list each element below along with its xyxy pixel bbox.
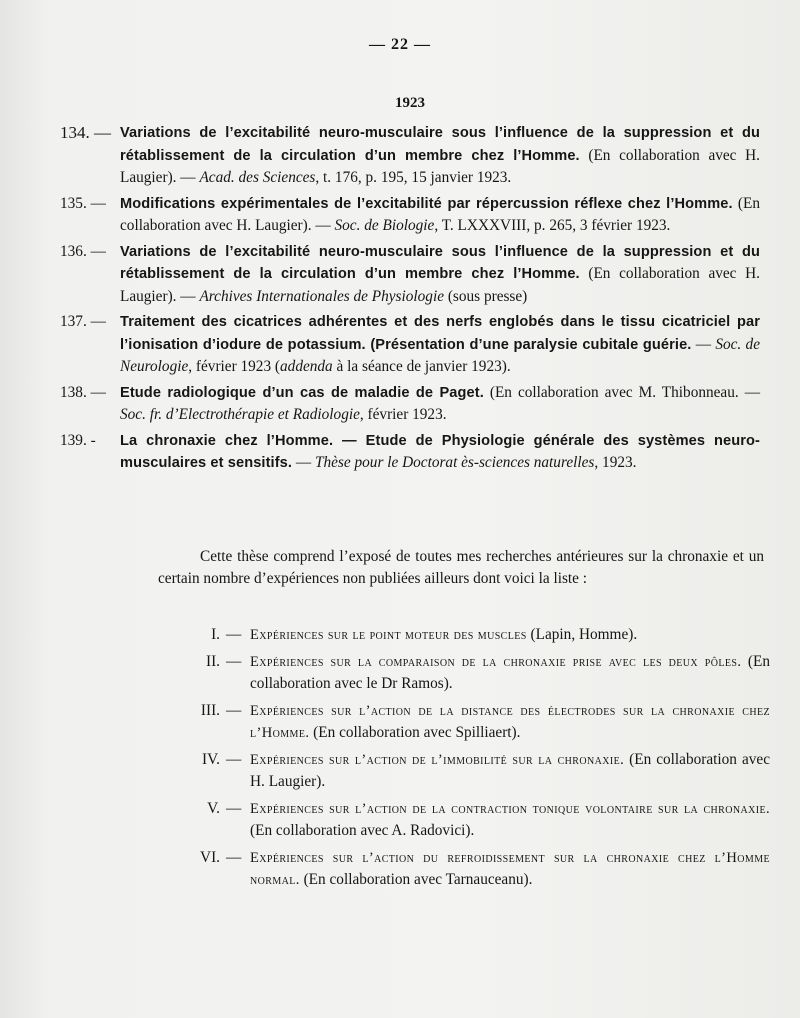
entry-title: Traitement des cicatrices adhérentes et des nerfs englobés dans le tissu cicatriciel par l’ionisation d’iodure de potassium. (Présentation d’une paralysie cubitale guérie.	[120, 314, 760, 353]
entry-venue: Soc. de Neurologie	[120, 335, 760, 375]
publication-entry	[60, 193, 760, 237]
publication-entry	[60, 311, 760, 378]
experiment-title: Expériences sur l’action de la distance des électrodes sur la chronaxie chez l’Homme.	[250, 703, 770, 741]
entry-details: (En collaboration avec H. Laugier). —	[120, 265, 760, 305]
entry-number: 135. —	[60, 194, 106, 212]
entry-title: Etude radiologique d’un cas de maladie de Paget.	[120, 384, 484, 401]
page-number: — 22 —	[369, 36, 431, 53]
experiment-title: Expériences sur le point moteur des muscles	[250, 627, 527, 643]
dash: —	[226, 849, 242, 866]
entry-venue: Archives Internationales de Physiologie	[199, 287, 444, 305]
dash: —	[226, 751, 242, 768]
entry-venue: Thèse pour le Doctorat ès-sciences naturelles	[314, 454, 595, 471]
roman-numeral: V.	[207, 800, 220, 817]
publication-entry	[60, 430, 760, 475]
publication-entry	[60, 382, 760, 426]
entry-details: (En collaboration avec H. Laugier). —	[120, 194, 760, 234]
dash: —	[226, 653, 242, 670]
entry-tail: (sous presse)	[444, 287, 528, 305]
entry-tail: , t. 176, p. 195, 15 janvier 1923.	[315, 169, 512, 186]
entry-number: 136. —	[60, 242, 106, 260]
entry-addenda: addenda	[280, 358, 333, 375]
experiment-item	[150, 624, 770, 646]
roman-numeral: II.	[205, 653, 220, 670]
entry-tail-2: à la séance de janvier 1923).	[332, 358, 511, 375]
entry-details: (En collaboration avec M. Thibonneau. —	[483, 383, 760, 401]
experiment-item	[150, 651, 770, 695]
entry-venue: Soc. fr. d’Electrothérapie et Radiologie	[120, 406, 360, 423]
entry-title: Variations de l’excitabilité neuro-musculaire sous l’influence de la suppression et du rétablissement de la circulation d’un membre chez l’Homme.	[120, 243, 760, 282]
entry-number: 138. —	[60, 383, 106, 401]
experiment-item	[150, 749, 770, 793]
dash: —	[226, 800, 242, 817]
experiment-title: Expériences sur l’action de la contraction tonique volontaire sur la chronaxie.	[250, 801, 770, 817]
experiment-title: Expériences sur l’action du refroidissement sur la chronaxie chez l’Homme normal.	[250, 850, 770, 888]
experiment-item	[150, 700, 770, 744]
experiment-note: (En collaboration avec Tarnauceanu).	[299, 871, 533, 888]
dash: —	[226, 626, 242, 643]
experiment-title: Expériences sur l’action de l’immobilité sur la chronaxie.	[250, 752, 625, 768]
publication-entry	[60, 241, 760, 308]
roman-numeral: I.	[211, 626, 220, 643]
entry-details: —	[292, 454, 315, 471]
entry-details: —	[691, 335, 716, 353]
entry-title: Variations de l’excitabilité neuro-musculaire sous l’influence de la suppression et du rétablissement de la circulation d’un membre chez l’Homme.	[120, 125, 760, 164]
roman-numeral: III.	[200, 702, 220, 719]
entry-tail: , 1923.	[594, 454, 637, 471]
entry-number: 139. -	[60, 431, 96, 449]
entry-venue: Soc. de Biologie	[334, 217, 435, 234]
entry-details: (En collaboration avec H. Laugier). —	[120, 146, 760, 186]
experiment-note: (En collaboration avec le Dr Ramos).	[250, 653, 770, 692]
experiment-note: (En collaboration avec Spilliaert).	[309, 724, 521, 741]
year-heading: 1923	[395, 95, 425, 111]
experiment-list	[150, 624, 770, 896]
entry-number: 134. —	[60, 123, 111, 142]
experiment-note: (En collaboration avec H. Laugier).	[250, 751, 770, 790]
experiment-item	[150, 798, 770, 842]
roman-numeral: IV.	[202, 751, 220, 768]
experiment-note: (En collaboration avec A. Radovici).	[250, 822, 475, 839]
experiment-note: (Lapin, Homme).	[526, 626, 638, 643]
publication-list	[60, 122, 760, 479]
entry-tail: , février 1923.	[359, 406, 447, 423]
entry-tail: , février 1923 (	[188, 358, 281, 375]
entry-title: La chronaxie chez l’Homme. — Etude de Physiologie générale des systèmes neuro-musculaires et sensitifs.	[120, 432, 760, 471]
roman-numeral: VI.	[200, 849, 220, 866]
entry-tail: , T. LXXXVIII, p. 265, 3 février 1923.	[434, 217, 671, 234]
dash: —	[226, 702, 242, 719]
experiment-title: Expériences sur la comparaison de la chronaxie prise avec les deux pôles.	[250, 654, 742, 670]
entry-title: Modifications expérimentales de l’excitabilité par répercussion réflexe chez l’Homme.	[120, 195, 733, 212]
entry-number: 137. —	[60, 313, 106, 330]
publication-entry	[60, 122, 760, 189]
thesis-intro: Cette thèse comprend l’exposé de toutes mes recherches antérieures sur la chronaxie et un certain nombre d’expériences non publiées ailleurs dont voici la liste :	[158, 548, 764, 587]
entry-venue: Acad. des Sciences	[199, 169, 316, 186]
experiment-item	[150, 847, 770, 891]
